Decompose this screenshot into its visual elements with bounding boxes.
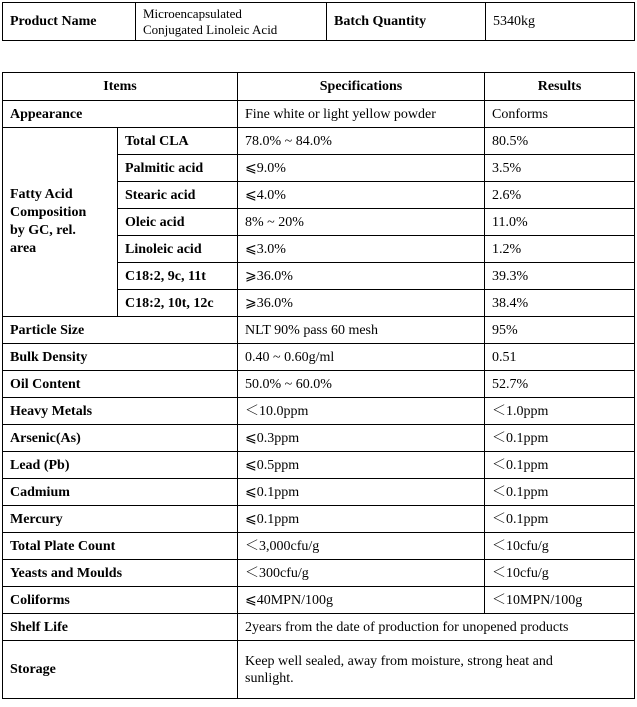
product-header-row — [3, 3, 635, 41]
row-item: Coliforms — [3, 587, 238, 614]
table-row — [3, 344, 635, 371]
table-row — [3, 506, 635, 533]
row-item: Arsenic(As) — [3, 425, 238, 452]
fatty-acid-label-line: Composition — [10, 205, 87, 220]
table-row — [3, 101, 635, 128]
row-spec: ⩽0.1ppm — [238, 506, 485, 533]
row-result: ＜10cfu/g — [485, 533, 635, 560]
items-column-header: Items — [3, 73, 238, 101]
fatty-acid-name: C18:2, 10t, 12c — [118, 290, 238, 317]
fatty-acid-name: Oleic acid — [118, 209, 238, 236]
row-result: 52.7% — [485, 371, 635, 398]
row-spec: ⩽0.1ppm — [238, 479, 485, 506]
product-header-table — [2, 2, 635, 41]
row-spec: Fine white or light yellow powder — [238, 101, 485, 128]
row-result: ＜0.1ppm — [485, 479, 635, 506]
storage-label: Storage — [3, 641, 238, 699]
fatty-acid-label-line: Fatty Acid — [10, 187, 73, 202]
row-item: Heavy Metals — [3, 398, 238, 425]
row-spec: ＜3,000cfu/g — [238, 533, 485, 560]
row-result: ＜0.1ppm — [485, 506, 635, 533]
fatty-acid-result: 80.5% — [485, 128, 635, 155]
fatty-acid-result: 3.5% — [485, 155, 635, 182]
table-row — [3, 479, 635, 506]
table-row — [3, 587, 635, 614]
batch-quantity-value: 5340kg — [486, 3, 635, 41]
product-name-value — [136, 3, 327, 41]
column-header-row — [3, 73, 635, 101]
table-row — [3, 317, 635, 344]
table-row — [3, 371, 635, 398]
fatty-acid-label-line: by GC, rel. — [10, 223, 76, 238]
fatty-acid-spec: 78.0% ~ 84.0% — [238, 128, 485, 155]
specification-table — [2, 72, 635, 699]
row-item: Appearance — [3, 101, 238, 128]
fatty-acid-name: Stearic acid — [118, 182, 238, 209]
row-item: Cadmium — [3, 479, 238, 506]
fatty-acid-result: 39.3% — [485, 263, 635, 290]
row-result: 95% — [485, 317, 635, 344]
row-item: Mercury — [3, 506, 238, 533]
storage-spec-line: sunlight. — [245, 670, 294, 686]
results-column-header: Results — [485, 73, 635, 101]
fatty-acid-spec: 8% ~ 20% — [238, 209, 485, 236]
row-spec: ＜300cfu/g — [238, 560, 485, 587]
row-item: Bulk Density — [3, 344, 238, 371]
fatty-acid-spec: ⩽3.0% — [238, 236, 485, 263]
row-spec: 0.40 ~ 0.60g/ml — [238, 344, 485, 371]
row-item: Oil Content — [3, 371, 238, 398]
product-name-line: Microencapsulated — [143, 5, 242, 21]
table-row — [3, 641, 635, 699]
row-result: 0.51 — [485, 344, 635, 371]
fatty-acid-result: 1.2% — [485, 236, 635, 263]
fatty-acid-name: C18:2, 9c, 11t — [118, 263, 238, 290]
table-row — [3, 614, 635, 641]
fatty-acid-result: 38.4% — [485, 290, 635, 317]
table-row — [3, 533, 635, 560]
product-name-line: Conjugated Linoleic Acid — [143, 21, 278, 37]
row-item: Total Plate Count — [3, 533, 238, 560]
storage-spec-line: Keep well sealed, away from moisture, strong heat and — [245, 653, 553, 669]
fatty-acid-result: 2.6% — [485, 182, 635, 209]
row-result: ＜10cfu/g — [485, 560, 635, 587]
fatty-acid-spec: ⩽4.0% — [238, 182, 485, 209]
row-result: ＜0.1ppm — [485, 425, 635, 452]
row-item: Yeasts and Moulds — [3, 560, 238, 587]
table-row — [3, 398, 635, 425]
table-row — [3, 425, 635, 452]
row-spec: 50.0% ~ 60.0% — [238, 371, 485, 398]
fatty-acid-spec: ⩾36.0% — [238, 290, 485, 317]
table-row — [3, 560, 635, 587]
batch-quantity-label: Batch Quantity — [327, 3, 486, 41]
row-item: Lead (Pb) — [3, 452, 238, 479]
row-result: ＜1.0ppm — [485, 398, 635, 425]
shelf-life-spec: 2years from the date of production for unopened products — [238, 614, 635, 641]
row-spec: ⩽0.5ppm — [238, 452, 485, 479]
fatty-acid-result: 11.0% — [485, 209, 635, 236]
fatty-acid-name: Linoleic acid — [118, 236, 238, 263]
fatty-acid-spec: ⩾36.0% — [238, 263, 485, 290]
product-name-label: Product Name — [3, 3, 136, 41]
row-result: ＜0.1ppm — [485, 452, 635, 479]
row-spec: ⩽0.3ppm — [238, 425, 485, 452]
fatty-acid-name: Palmitic acid — [118, 155, 238, 182]
row-spec: ＜10.0ppm — [238, 398, 485, 425]
table-row — [3, 128, 635, 155]
fatty-acid-label-line: area — [10, 241, 37, 256]
row-item: Particle Size — [3, 317, 238, 344]
table-row — [3, 452, 635, 479]
specifications-column-header: Specifications — [238, 73, 485, 101]
fatty-acid-name: Total CLA — [118, 128, 238, 155]
row-spec: ⩽40MPN/100g — [238, 587, 485, 614]
fatty-acid-spec: ⩽9.0% — [238, 155, 485, 182]
fatty-acid-group-label — [3, 128, 118, 317]
row-spec: NLT 90% pass 60 mesh — [238, 317, 485, 344]
row-result: ＜10MPN/100g — [485, 587, 635, 614]
shelf-life-label: Shelf Life — [3, 614, 238, 641]
storage-spec — [238, 641, 635, 699]
row-result: Conforms — [485, 101, 635, 128]
